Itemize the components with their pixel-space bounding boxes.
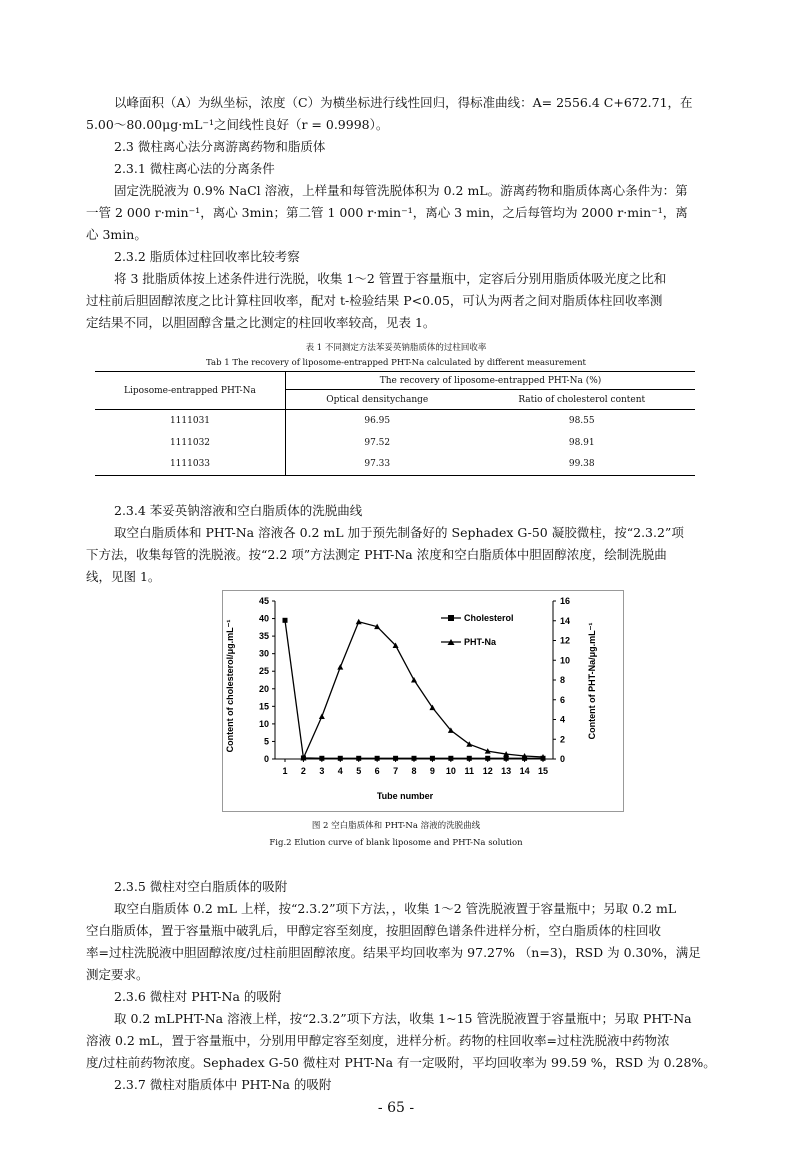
para-line: 取 0.2 mLPHT-Na 溶液上样，按“2.3.2”项下方法，收集 1~15 管洗脱液置于容量瓶中；另取 PHT-Na (114, 1011, 692, 1026)
data-point-cholesterol (467, 756, 472, 761)
subsection-heading: 2.3.7 微柱对脂质体中 PHT-Na 的吸附 (114, 1077, 332, 1092)
para-line: 一管 2 000 r·min⁻¹，离心 3min；第二管 1 000 r·min⁻¹，离心 3 min，之后每管均为 2000 r·min⁻¹，离 (86, 205, 688, 220)
data-point-cholesterol (485, 756, 490, 761)
data-point-cholesterol (375, 756, 380, 761)
x-tick-label: 7 (393, 766, 399, 776)
recovery-table (95, 371, 695, 476)
para-line: 空白脂质体，置于容量瓶中破乳后，甲醇定容至刻度，按胆固醇色谱条件进样分析，空白脂质体的柱回收 (86, 923, 662, 938)
subsection-heading: 2.3.4 苯妥英钠溶液和空白脂质体的洗脱曲线 (114, 503, 363, 518)
table-row (95, 432, 695, 454)
section-heading: 2.3 微柱离心法分离游离药物和脂质体 (114, 139, 326, 154)
y-tick-label-left: 35 (258, 631, 269, 642)
figure-caption-en: Fig.2 Elution curve of blank liposome and PHT-Na solution (269, 838, 523, 848)
subsection-heading: 2.3.5 微柱对空白脂质体的吸附 (114, 879, 288, 894)
page-number: - 65 - (377, 1100, 415, 1116)
legend-label-pht-na: PHT-Na (464, 637, 497, 647)
table-cell: 99.38 (468, 454, 695, 476)
data-point-cholesterol (393, 756, 398, 761)
y-tick-label-left: 10 (258, 718, 269, 729)
para-line: 测定要求。 (86, 967, 149, 982)
para-line: 率=过柱洗脱液中胆固醇浓度/过柱前胆固醇浓度。结果平均回收率为 97.27% （n=3)，RSD 为 0.30%，满足 (86, 945, 701, 960)
y-tick-label-right: 0 (560, 754, 566, 764)
x-axis-label: Tube number (376, 791, 434, 801)
y-axis-label-left: Content of cholesterol/μg.mL⁻¹ (225, 619, 235, 753)
table-header-col-b: Ratio of cholesterol content (468, 390, 695, 410)
table-cell: 1111033 (95, 454, 286, 476)
y-tick-label-right: 12 (560, 635, 571, 646)
table-caption-cn: 表 1 不同测定方法苯妥英钠脂质体的过柱回收率 (305, 343, 487, 353)
y-tick-label-left: 30 (258, 648, 269, 659)
para-line: 过柱前后胆固醇浓度之比计算柱回收率，配对 t-检验结果 P<0.05，可认为两者之间对脂质体柱回收率测 (86, 293, 663, 308)
table-cell: 97.33 (286, 454, 469, 476)
para-line: 取空白脂质体和 PHT-Na 溶液各 0.2 mL 加于预先制备好的 Sephadex G-50 凝胶微柱，按“2.3.2”项 (114, 525, 684, 540)
table-cell: 1111031 (95, 410, 286, 432)
para-line: 5.00～80.00μg·mL⁻¹之间线性良好（r = 0.9998）。 (86, 117, 389, 132)
y-tick-label-right: 4 (560, 714, 566, 725)
x-tick-label: 9 (429, 766, 435, 776)
y-tick-label-left: 45 (258, 596, 269, 606)
table-cell: 1111032 (95, 432, 286, 454)
x-tick-label: 5 (356, 766, 362, 776)
data-point-pht-na (319, 714, 325, 720)
x-tick-label: 10 (445, 766, 456, 776)
table-row (95, 454, 695, 476)
y-tick-label-right: 8 (560, 675, 566, 685)
para-line: 取空白脂质体 0.2 mL 上样，按“2.3.2”项下方法，，收集 1～2 管洗脱液置于容量瓶中；另取 0.2 mL (114, 901, 677, 916)
data-point-pht-na (356, 619, 362, 625)
para-line: 线，见图 1。 (86, 569, 161, 584)
x-tick-label: 12 (482, 766, 493, 776)
data-point-pht-na (411, 677, 417, 683)
data-point-cholesterol (430, 756, 435, 761)
data-point-cholesterol (283, 618, 288, 623)
y-tick-label-left: 40 (258, 613, 269, 624)
x-tick-label: 8 (411, 766, 417, 776)
data-point-cholesterol (338, 756, 343, 761)
para-line: 将 3 批脂质体按上述条件进行洗脱，收集 1～2 管置于容量瓶中，定容后分别用脂质体吸光度之比和 (114, 271, 667, 286)
subsection-heading: 2.3.6 微柱对 PHT-Na 的吸附 (114, 989, 282, 1004)
elution-chart (223, 591, 623, 811)
y-tick-label-right: 10 (560, 655, 571, 666)
y-tick-label-left: 15 (258, 701, 269, 712)
subsection-heading: 2.3.2 脂质体过柱回收率比较考察 (114, 249, 300, 264)
y-tick-label-left: 0 (263, 754, 269, 764)
figure-frame (222, 590, 624, 812)
y-tick-label-right: 6 (560, 694, 566, 705)
subsection-heading: 2.3.1 微柱离心法的分离条件 (114, 161, 275, 176)
table-header-left: Liposome-entrapped PHT-Na (95, 372, 286, 410)
y-axis-label-right: Content of PHT-Na/μg.mL⁻¹ (587, 622, 597, 740)
table-cell: 98.55 (568, 415, 595, 426)
y-tick-label-left: 20 (258, 683, 269, 694)
x-tick-label: 13 (501, 766, 512, 776)
para-line: 心 3min。 (86, 227, 147, 242)
x-tick-label: 14 (519, 766, 530, 776)
x-tick-label: 6 (374, 766, 380, 776)
x-tick-label: 4 (337, 766, 343, 776)
data-point-pht-na (337, 664, 343, 670)
table-header-col-a: Optical densitychange (286, 390, 469, 410)
table-caption-en: Tab 1 The recovery of liposome-entrapped PHT-Na calculated by different measurement (206, 358, 586, 368)
series-line-pht-na (303, 622, 543, 758)
data-point-cholesterol (356, 756, 361, 761)
para-line: 定结果不同，以胆固醇含量之比测定的柱回收率较高，见表 1。 (86, 315, 436, 330)
x-tick-label: 2 (300, 766, 306, 776)
x-tick-label: 11 (464, 766, 475, 776)
y-tick-label-right: 14 (560, 615, 571, 626)
para-line: 下方法，收集每管的洗脱液。按“2.2 项”方法测定 PHT-Na 浓度和空白脂质体中胆固醇浓度，绘制洗脱曲 (86, 547, 667, 562)
para-line: 度/过柱前药物浓度。Sephadex G-50 微柱对 PHT-Na 有一定吸附，平均回收率为 99.59 %，RSD 为 0.28%。 (86, 1055, 716, 1070)
y-tick-label-left: 25 (258, 666, 269, 677)
x-tick-label: 3 (319, 766, 325, 776)
table-row (95, 410, 695, 432)
figure-caption-cn: 图 2 空白脂质体和 PHT-Na 溶液的洗脱曲线 (311, 821, 481, 831)
y-tick-label-left: 5 (263, 736, 269, 747)
table-cell: 96.95 (364, 415, 391, 426)
chart-legend (441, 613, 514, 647)
para-line: 溶液 0.2 mL，置于容量瓶中，分别用甲醇定容至刻度，进样分析。药物的柱回收率=过柱洗脱液中药物浓 (86, 1033, 670, 1048)
para-line: 固定洗脱液为 0.9% NaCl 溶液，上样量和每管洗脱体积为 0.2 mL。游离药物和脂质体离心条件为：第 (114, 183, 688, 198)
table-cell: 97.52 (364, 437, 391, 448)
y-tick-label-right: 16 (560, 596, 571, 606)
y-tick-label-right: 2 (560, 734, 566, 745)
x-tick-label: 15 (537, 766, 549, 776)
para-line: 以峰面积（A）为纵坐标，浓度（C）为横坐标进行线性回归，得标准曲线：A= 2556.4 C+672.71，在 (114, 95, 693, 110)
data-point-cholesterol (412, 756, 417, 761)
series-line-cholesterol (285, 620, 543, 758)
data-point-cholesterol (319, 756, 324, 761)
legend-square-marker (448, 615, 454, 621)
legend-label-cholesterol: Cholesterol (464, 613, 514, 623)
x-tick-label: 1 (282, 766, 288, 776)
table-header-group: The recovery of liposome-entrapped PHT-Na (%) (286, 372, 696, 390)
data-point-cholesterol (448, 756, 453, 761)
table-cell: 98.91 (568, 437, 595, 448)
